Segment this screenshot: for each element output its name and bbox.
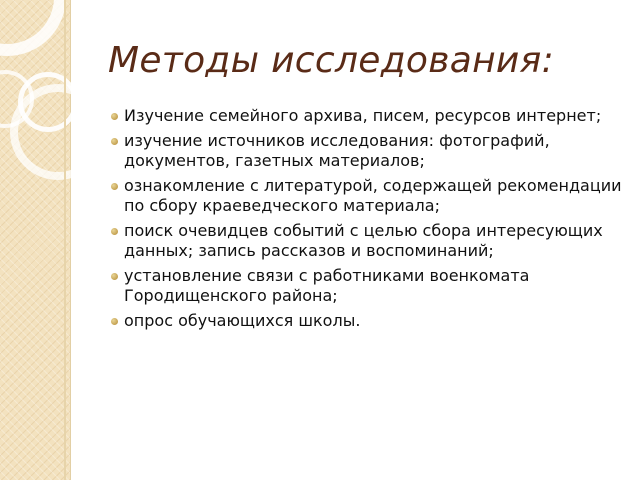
list-item: [110, 266, 630, 307]
bullet-icon: [111, 228, 118, 235]
bullet-icon: [111, 113, 118, 120]
decorative-circle: [0, 0, 66, 56]
bullet-list: [110, 106, 630, 335]
list-item-text: поиск очевидцев событий с целью сбора интересующих данных; запись рассказов и воспоминаний;: [124, 220, 603, 260]
bullet-icon: [111, 138, 118, 145]
list-item: [110, 311, 630, 332]
decorative-side-panel: [0, 0, 71, 480]
decorative-divider: [64, 0, 66, 480]
list-item: [110, 131, 630, 172]
list-item-text: опрос обучающихся школы.: [124, 310, 361, 330]
decorative-circle: [10, 84, 106, 180]
list-item: [110, 176, 630, 217]
bullet-icon: [111, 183, 118, 190]
list-item: [110, 221, 630, 262]
list-item-text: ознакомление с литературой, содержащей рекомендации по сбору краеведческого материала;: [124, 175, 622, 215]
list-item-text: установление связи с работниками военкомата Городищенского района;: [124, 265, 530, 305]
bullet-icon: [111, 273, 118, 280]
list-item-text: изучение источников исследования: фотографий, документов, газетных материалов;: [124, 130, 550, 170]
bullet-icon: [111, 318, 118, 325]
slide-title: Методы исследования:: [108, 40, 555, 81]
list-item-text: Изучение семейного архива, писем, ресурсов интернет;: [124, 106, 602, 125]
list-item: [110, 106, 630, 127]
